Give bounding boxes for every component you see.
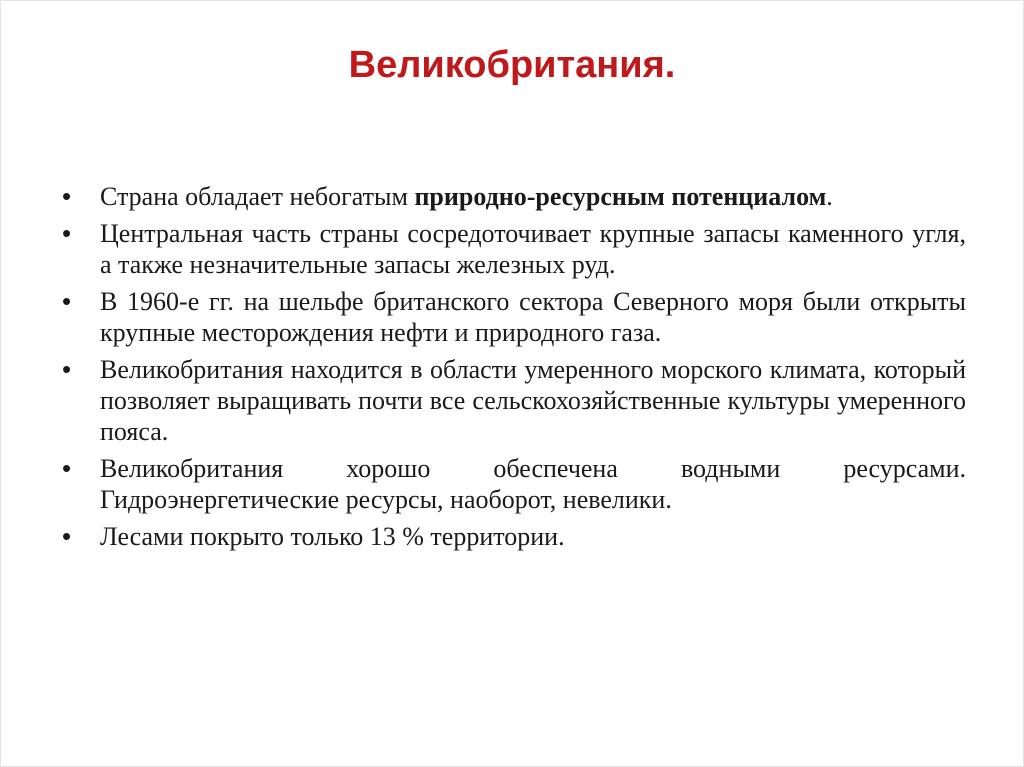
bullet-marker: •	[62, 181, 72, 211]
bullet-item-resources	[62, 181, 966, 212]
slide-title: Великобритания.	[348, 44, 676, 86]
bullet-text-emphasis: природно-ресурсным потенциалом	[414, 182, 827, 211]
bullet-marker: •	[62, 286, 72, 316]
bullet-marker: •	[62, 354, 72, 384]
bullet-marker: •	[62, 453, 72, 483]
bullet-text: В 1960-е гг. на шельфе британского сектора Северного моря были открыты крупные месторождения нефти и природного газа.	[100, 287, 966, 347]
bullet-item-forests	[62, 521, 966, 552]
bullet-list	[62, 181, 966, 558]
bullet-text: Центральная часть страны сосредоточивает крупные запасы каменного угля, а также незначительные запасы железных руд.	[100, 219, 966, 279]
bullet-text: Великобритания хорошо обеспечена водными ресурсами. Гидроэнергетические ресурсы, наоборот, невелики.	[100, 454, 966, 514]
bullet-text-part: Страна обладает небогатым	[100, 182, 415, 211]
bullet-text: Великобритания находится в области умеренного морского климата, который позволяет выращивать почти все сельскохозяйственные культуры умеренного пояса.	[100, 355, 966, 446]
bullet-text: Лесами покрыто только 13 % территории.	[100, 522, 565, 551]
bullet-marker: •	[62, 218, 72, 248]
bullet-item-climate	[62, 354, 966, 447]
bullet-text-part: .	[826, 182, 833, 211]
bullet-item-coal	[62, 218, 966, 280]
bullet-marker: •	[62, 521, 72, 551]
bullet-item-water	[62, 453, 966, 515]
bullet-item-oil-gas	[62, 286, 966, 348]
